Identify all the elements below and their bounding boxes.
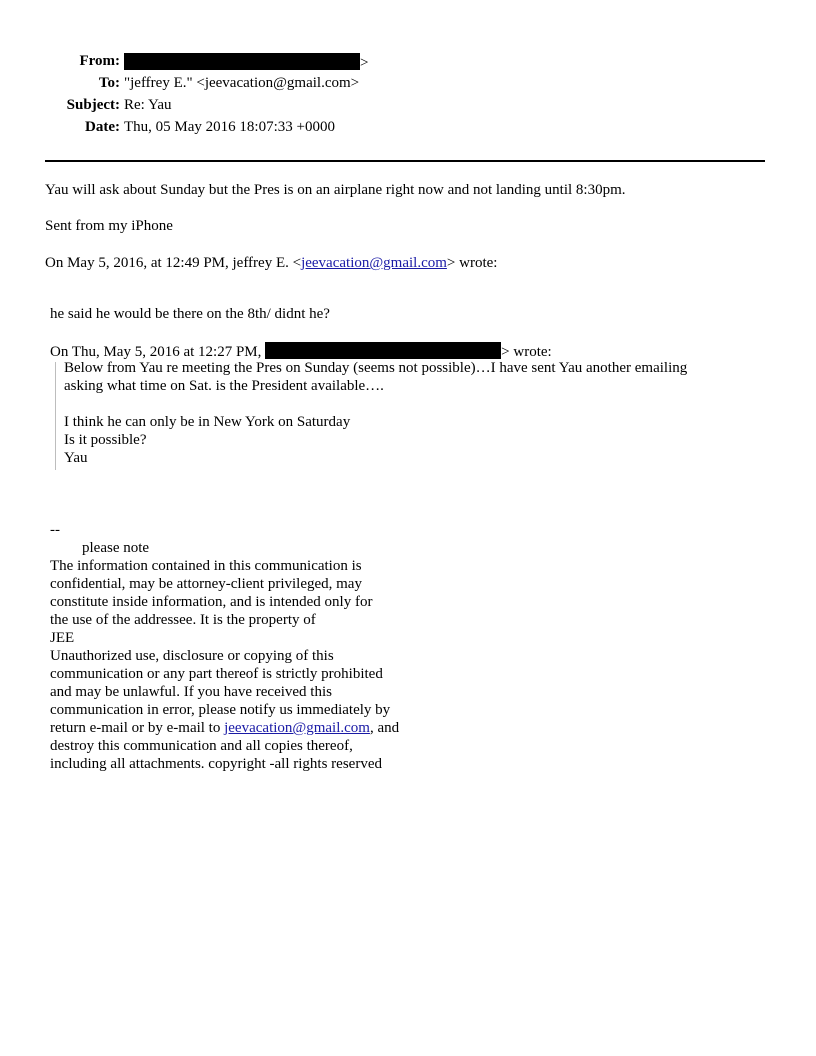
quoted-attribution — [50, 342, 552, 361]
disclaimer-line: the use of the addressee. It is the property of — [50, 612, 316, 628]
signature-line: Sent from my iPhone — [45, 218, 173, 234]
disclaimer-line: including all attachments. copyright -all rights reserved — [50, 756, 382, 772]
disclaimer-line: The information contained in this communication is — [50, 558, 362, 574]
subject-label: Subject: — [66, 97, 120, 113]
date-value: Thu, 05 May 2016 18:07:33 +0000 — [124, 119, 335, 135]
inner-quote-line: Yau — [64, 450, 88, 466]
subject-row — [0, 97, 700, 117]
inner-quote-line: Is it possible? — [64, 432, 147, 448]
disclaimer-line: communication or any part thereof is strictly prohibited — [50, 666, 383, 682]
signature-dashes: -- — [50, 522, 60, 538]
redaction-block — [265, 342, 501, 359]
quoted-line: he said he would be there on the 8th/ didnt he? — [50, 306, 330, 322]
from-row — [0, 53, 700, 73]
reply-suffix: > wrote: — [446, 255, 498, 271]
email-link[interactable]: jeevacation@gmail.com — [301, 255, 447, 271]
inner-quote-line: I think he can only be in New York on Saturday — [64, 414, 351, 430]
to-row — [0, 75, 700, 95]
disclaimer-line: communication in error, please notify us immediately by — [50, 702, 391, 718]
reply-prefix: On May 5, 2016, at 12:49 PM, jeffrey E. < — [45, 255, 302, 271]
disclaimer-line: constitute inside information, and is intended only for — [50, 594, 373, 610]
redaction-block — [124, 53, 360, 70]
from-value — [124, 53, 368, 72]
attribution-prefix: On Thu, May 5, 2016 at 12:27 PM, — [50, 344, 266, 360]
disclaimer-line — [50, 720, 399, 737]
to-label: To: — [98, 75, 120, 91]
from-label: From: — [79, 53, 120, 69]
disclaimer-line: and may be unlawful. If you have received this — [50, 684, 332, 700]
email-link[interactable]: jeevacation@gmail.com — [224, 720, 370, 736]
date-label: Date: — [85, 119, 120, 135]
attribution-suffix: > wrote: — [501, 344, 552, 360]
disclaimer-note: please note — [82, 540, 150, 556]
body-line: Yau will ask about Sunday but the Pres is on an airplane right now and not landing until 8:30pm. — [45, 182, 626, 198]
date-row — [0, 119, 700, 139]
reply-attribution — [45, 255, 497, 272]
header-divider — [45, 160, 765, 162]
quote-bar — [55, 362, 56, 470]
inner-quote-line: Below from Yau re meeting the Pres on Sunday (seems not possible)…I have sent Yau another emailing — [64, 360, 688, 376]
disclaimer-suffix: , and — [369, 720, 400, 736]
inner-quote-line: asking what time on Sat. is the President available…. — [64, 378, 384, 394]
disclaimer-line: Unauthorized use, disclosure or copying of this — [50, 648, 334, 664]
to-value: "jeffrey E." <jeevacation@gmail.com> — [124, 75, 360, 91]
from-suffix: > — [360, 55, 369, 71]
disclaimer-line: confidential, may be attorney-client privileged, may — [50, 576, 362, 592]
disclaimer-prefix: return e-mail or by e-mail to — [50, 720, 225, 736]
disclaimer-line: JEE — [50, 630, 75, 646]
disclaimer-line: destroy this communication and all copies thereof, — [50, 738, 353, 754]
subject-value: Re: Yau — [124, 97, 172, 113]
